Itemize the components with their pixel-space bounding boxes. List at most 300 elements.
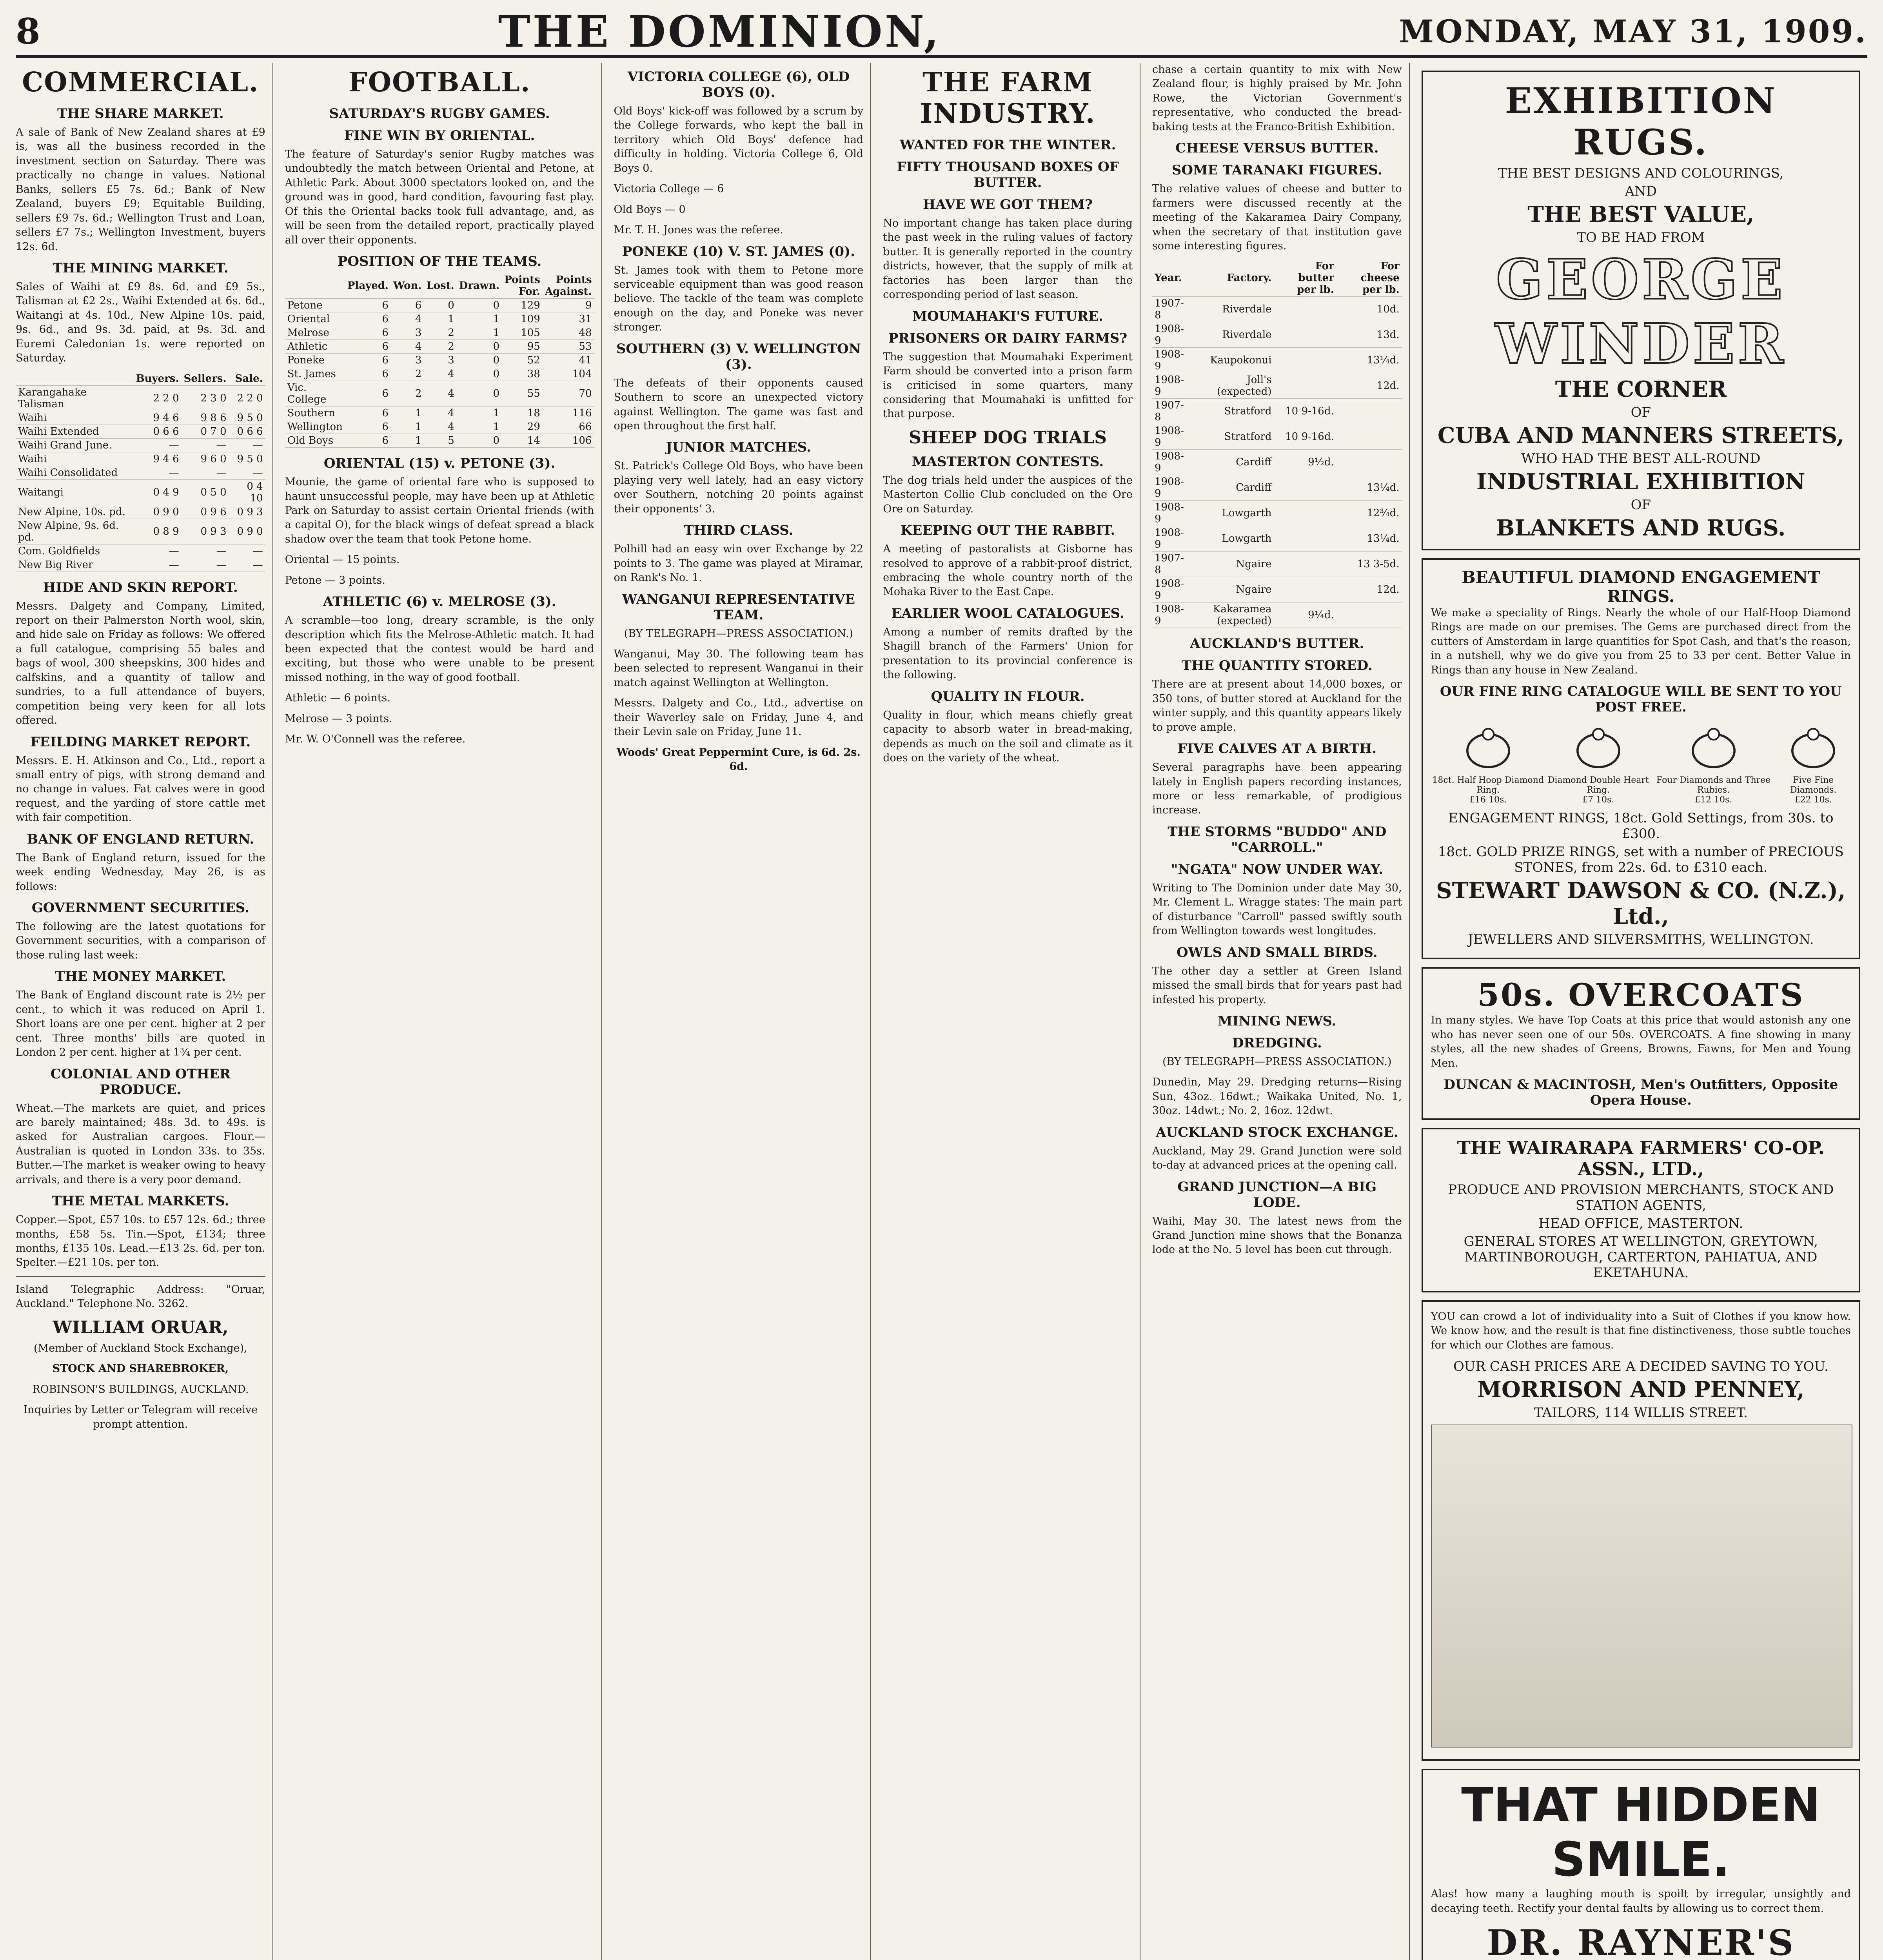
- rings-footer-2: 18ct. GOLD PRIZE RINGS, set with a number of PRECIOUS STONES, from 22s. 6d. to £310 each.: [1438, 844, 1844, 876]
- cheese-table-cell: Stratford: [1189, 399, 1274, 424]
- mining-table-row: [16, 558, 265, 572]
- positions-table-cell: 1: [457, 420, 502, 434]
- moumahaki-title: MOUMAHAKI'S FUTURE.: [912, 308, 1103, 324]
- morrison-text: YOU can crowd a lot of individuality into a Suit of Clothes if you know how. We know how, and the result is that fine distinctiveness, those subtle touches for which our Clothes are famous.: [1431, 1310, 1851, 1351]
- positions-table-cell: 1: [391, 407, 424, 420]
- ring-label: Five Fine Diamonds.: [1790, 775, 1837, 795]
- positions-table-header: [285, 273, 345, 299]
- positions-table-cell: Wellington: [285, 420, 345, 434]
- column-football-continued: [614, 63, 872, 1960]
- dental-ad: [1422, 1769, 1860, 1960]
- smile-text: Alas! how many a laughing mouth is spoilt by irregular, unsightly and decaying teeth. Rectify your dental faults by allowing us to correct them.: [1431, 1888, 1851, 1915]
- mining-table-header: Sale.: [229, 372, 265, 386]
- mining-market-title: THE MINING MARKET.: [53, 260, 229, 276]
- mining-table-cell: 0 7 0: [182, 425, 229, 438]
- cheese-table-cell: Joll's (expected): [1189, 373, 1274, 399]
- cheese-intro: chase a certain quantity to mix with New Zealand flour, is highly praised by Mr. John Rowe, the Victorian Government's representative, who conducted the bread-baking tests at the Franco-British Exhibition.: [1152, 64, 1402, 133]
- metal-markets-text: Copper.—Spot, £57 10s. to £57 12s. 6d.; three months, £58 5s. Tin.—Spot, £134; three months, £135 10s. Lead.—£13 2s. 6d. per ton. Spelter.—£21 10s. per ton.: [16, 1214, 265, 1269]
- auckland-butter-title: AUCKLAND'S BUTTER.: [1190, 636, 1364, 652]
- positions-table-cell: 18: [502, 407, 543, 420]
- third-class-title: THIRD CLASS.: [684, 523, 794, 539]
- moumahaki-text: The suggestion that Moumahaki Experiment Farm should be converted into a prison farm is criticised in some quarters, many considering that Moumahaki is unfitted for that purpose.: [883, 350, 1133, 420]
- mining-table-cell: Karangahake Talisman: [16, 385, 134, 411]
- rugs-line-2: AND: [1625, 183, 1657, 199]
- calves-text: Several paragraphs have been appearing lately in English papers recording instances, more or less remarkable, of prodigious increase.: [1152, 761, 1402, 817]
- moumahaki-sub: PRISONERS OR DAIRY FARMS?: [888, 330, 1128, 346]
- cheese-table-cell: 12d.: [1336, 577, 1402, 603]
- mining-table-cell: —: [182, 438, 229, 452]
- cheese-table-cell: 13d.: [1336, 322, 1402, 348]
- cheese-table-cell: 1908-9: [1152, 322, 1189, 348]
- wairarapa-title: THE WAIRARAPA FARMERS' CO-OP. ASSN., LTD.,: [1457, 1137, 1825, 1180]
- cheese-table-cell: Cardiff: [1189, 475, 1274, 501]
- broker-name: WILLIAM ORUAR,: [53, 1317, 229, 1338]
- vic-score-b: Old Boys — 0: [614, 203, 686, 216]
- mining-table-row: [16, 479, 265, 505]
- positions-table-cell: 116: [543, 407, 594, 420]
- positions-table-cell: 6: [345, 354, 391, 367]
- positions-table-header: Played.: [345, 273, 391, 299]
- third-class-text: Polhill had an easy win over Exchange by 22 points to 3. The game was played at Miramar, on Rank's No. 1.: [614, 543, 864, 584]
- junction-text: Waihi, May 30. The latest news from the Grand Junction mine shows that the Bonanza lode at the No. 5 level has been cut through.: [1152, 1215, 1402, 1256]
- cheese-table-row: [1152, 399, 1402, 424]
- positions-table-cell: 6: [345, 381, 391, 407]
- rings-footer: ENGAGEMENT RINGS, 18ct. Gold Settings, from 30s. to £300.: [1448, 810, 1834, 842]
- positions-table-cell: 0: [457, 299, 502, 312]
- mining-table-row: [16, 411, 265, 425]
- masthead: [16, 8, 1867, 58]
- mining-table-cell: 0 4 9: [134, 479, 182, 505]
- column-commercial: [16, 63, 273, 1960]
- rugs-line-7: CUBA AND MANNERS STREETS,: [1437, 423, 1844, 448]
- dredging-title: DREDGING.: [1232, 1035, 1322, 1051]
- positions-table-cell: 1: [457, 312, 502, 326]
- junior-text: St. Patrick's College Old Boys, who have been playing very well lately, had an easy victory over Southern, notching 20 points against their opponents' 3.: [614, 460, 864, 515]
- ring-price: £12 10s.: [1694, 795, 1732, 805]
- positions-table-cell: 95: [502, 340, 543, 354]
- bank-return-text: The Bank of England return, issued for the week ending Wednesday, May 26, is as follows:: [16, 851, 265, 893]
- column-cheese: [1152, 63, 1410, 1960]
- mining-table-cell: —: [229, 438, 265, 452]
- fine-win-text: The feature of Saturday's senior Rugby matches was undoubtedly the match between Oriental and Petone, at Athletic Park. About 3000 spectators looked on, and the ground was in good, hard condition, favouring fast play. Of this the Oriental backs took full advantage, and, as will be seen from the detailed report, practically played all over their opponents.: [285, 148, 594, 246]
- positions-table-cell: 52: [502, 354, 543, 367]
- exchange-text: Auckland, May 29. Grand Junction were sold to-day at advanced prices at the opening call.: [1152, 1145, 1402, 1172]
- mining-table-cell: Waihi Grand June.: [16, 438, 134, 452]
- poneke-text: St. James took with them to Petone more serviceable equipment than was good reason believe. The tackle of the team was complete enough on the day, and Poneke was never stronger.: [614, 264, 864, 334]
- cheese-table-cell: Ngaire: [1189, 552, 1274, 577]
- share-market-text: A sale of Bank of New Zealand shares at £9 is, was all the business recorded in the investment section on Saturday. There was practically no change in values. National Banks, sellers £5 7s. 6d.; Bank of New Zealand, buyers £9; Equitable Building, sellers £9 7s. 6d.; Wellington Trust and Loan, sellers £7 7s.; Wellington Investment, buyers 12s. 6d.: [16, 126, 265, 253]
- positions-table-header: Points For.: [502, 273, 543, 299]
- wanganui-text: Wanganui, May 30. The following team has been selected to represent Wanganui in their match against Wellington at Wellington.: [614, 648, 864, 689]
- positions-table-header: Won.: [391, 273, 424, 299]
- cheese-table-cell: 9¼d.: [1274, 603, 1336, 628]
- ring-price: £7 10s.: [1582, 795, 1614, 805]
- cheese-table-row: [1152, 577, 1402, 603]
- positions-table-cell: 2: [424, 326, 456, 340]
- money-market-text: The Bank of England discount rate is 2½ per cent., to which it was reduced on April 1. Short loans are one per cent. higher at 2 per cent. Three months' bills are quoted in London 2 per cent. higher at 1¾ per cent.: [16, 989, 265, 1059]
- mining-table-cell: 9 5 0: [229, 452, 265, 466]
- positions-table-cell: 109: [502, 312, 543, 326]
- cheese-table-cell: 12¾d.: [1336, 501, 1402, 526]
- page-number: 8: [16, 11, 40, 52]
- overcoats-ad: [1422, 967, 1860, 1120]
- wairarapa-line-3: GENERAL STORES AT WELLINGTON, GREYTOWN, MARTINBOROUGH, CARTERTON, PAHIATUA, AND EKETAHUNA.: [1464, 1233, 1818, 1281]
- cheese-table-cell: Riverdale: [1189, 297, 1274, 322]
- mining-table-cell: 9 6 0: [182, 452, 229, 466]
- positions-table-cell: 70: [543, 381, 594, 407]
- cheese-table-row: [1152, 475, 1402, 501]
- positions-table-cell: 3: [391, 354, 424, 367]
- vic-score-b-label: Old Boys: [614, 203, 662, 216]
- cheese-table-cell: 1908-9: [1152, 373, 1189, 399]
- stored-text: There are at present about 14,000 boxes, or 350 tons, of butter stored at Auckland for the winter supply, and this quantity appears likely to prove ample.: [1152, 678, 1402, 733]
- oriental-petone-title: ORIENTAL (15) v. PETONE (3).: [323, 456, 556, 472]
- cheese-table-cell: 13¼d.: [1336, 475, 1402, 501]
- positions-table-cell: Athletic: [285, 340, 345, 354]
- cheese-table-cell: 13¼d.: [1336, 526, 1402, 552]
- mining-table-cell: New Alpine, 9s. 6d. pd.: [16, 519, 134, 544]
- broker-line-2: STOCK AND SHAREBROKER,: [52, 1363, 229, 1375]
- positions-table-row: [285, 312, 594, 326]
- positions-table-cell: 6: [345, 420, 391, 434]
- mining-table-row: [16, 385, 265, 411]
- positions-table-cell: 4: [391, 340, 424, 354]
- masterton-text: The dog trials held under the auspices of the Masterton Collie Club concluded on the Ore Ore on Saturday.: [883, 474, 1133, 515]
- ring-icon: [1461, 720, 1516, 775]
- cheese-table-cell: 12d.: [1336, 373, 1402, 399]
- flour-text: Quality in flour, which means chiefly great capacity to absorb water in bread-making, depends as much on the soil and climate as it does on the variety of the wheat.: [883, 709, 1133, 764]
- cheese-table-row: [1152, 348, 1402, 373]
- positions-table-cell: 1: [391, 434, 424, 448]
- oriental-score: Oriental — 15 points.: [285, 554, 400, 566]
- morrison-ad: [1422, 1300, 1860, 1761]
- ring-label: Four Diamonds and Three Rubies.: [1656, 775, 1771, 795]
- positions-table-row: [285, 367, 594, 381]
- positions-table-cell: 6: [345, 312, 391, 326]
- athletic-score: Athletic — 6 points.: [285, 692, 390, 704]
- melrose-score: Melrose — 3 points.: [285, 712, 392, 725]
- mining-table-header: [16, 372, 134, 386]
- ring-item: [1651, 720, 1776, 805]
- melrose-score-value: 3 points.: [346, 712, 392, 725]
- cheese-table-row: [1152, 603, 1402, 628]
- owls-text: The other day a settler at Green Island missed the small birds that for years past had infested his property.: [1152, 965, 1402, 1006]
- positions-table-cell: 6: [345, 299, 391, 312]
- ngata-title: "NGATA" NOW UNDER WAY.: [1171, 861, 1383, 877]
- mining-table-cell: 9 8 6: [182, 411, 229, 425]
- fine-win-title: FINE WIN BY ORIENTAL.: [344, 128, 535, 143]
- cheese-table-header: Factory.: [1189, 260, 1274, 297]
- cheese-table-row: [1152, 373, 1402, 399]
- positions-table-cell: Southern: [285, 407, 345, 420]
- broker-line-3: ROBINSON'S BUILDINGS, AUCKLAND.: [32, 1383, 249, 1396]
- dawson-name: STEWART DAWSON & CO. (N.Z.), Ltd.,: [1436, 878, 1846, 930]
- rings-title: BEAUTIFUL DIAMOND ENGAGEMENT RINGS.: [1462, 568, 1820, 606]
- positions-table-row: [285, 420, 594, 434]
- ring-price: £22 10s.: [1794, 795, 1832, 805]
- vic-college-text: Old Boys' kick-off was followed by a scrum by the College forwards, who kept the ball in territory which Old Boys' defence had difficulty in holding. Victoria College 6, Old Boys 0.: [614, 105, 864, 174]
- mining-table-cell: 0 4 10: [229, 479, 265, 505]
- column-farm: [883, 63, 1140, 1960]
- government-securities-text: The following are the latest quotations for Government securities, with a comparison of those ruling last week:: [16, 920, 265, 961]
- mining-table-header: Sellers.: [182, 372, 229, 386]
- cheese-table: [1152, 260, 1402, 628]
- cheese-table-cell: Cardiff: [1189, 450, 1274, 475]
- broker-line-1: (Member of Auckland Stock Exchange),: [34, 1342, 247, 1354]
- cheese-table-cell: [1336, 603, 1402, 628]
- colonial-produce-text: Wheat.—The markets are quiet, and prices are barely maintained; 48s. 3d. to 49s. is asked for Australian cargoes. Flour.—Australian is quoted in London 33s. to 35s. Butter.—The market is weaker owing to heavy arrivals, and there is a very poor demand.: [16, 1102, 265, 1186]
- mining-table-cell: Waihi Consolidated: [16, 466, 134, 479]
- cheese-table-row: [1152, 501, 1402, 526]
- cheese-table-cell: [1274, 322, 1336, 348]
- positions-table-cell: 1: [457, 326, 502, 340]
- mining-table-row: [16, 505, 265, 519]
- mining-table-cell: —: [229, 466, 265, 479]
- positions-table-cell: 5: [424, 434, 456, 448]
- petone-score-value: 3 points.: [339, 574, 385, 586]
- cheese-table-cell: Riverdale: [1189, 322, 1274, 348]
- cheese-table-row: [1152, 297, 1402, 322]
- cheese-table-cell: [1336, 450, 1402, 475]
- mining-table-cell: —: [182, 558, 229, 572]
- cheese-table-cell: 1908-9: [1152, 450, 1189, 475]
- positions-table-row: [285, 340, 594, 354]
- feilding-report-title: FEILDING MARKET REPORT.: [30, 734, 251, 750]
- positions-table-row: [285, 326, 594, 340]
- ring-icon: [1786, 720, 1841, 775]
- mining-table-cell: New Alpine, 10s. pd.: [16, 505, 134, 519]
- farm-heading: THE FARM INDUSTRY.: [920, 67, 1096, 129]
- ngata-text: Writing to The Dominion under date May 30, Mr. Clement L. Wragge states: The main part of disturbance "Carroll" passed swiftly south from Wellington towards west longitudes.: [1152, 882, 1402, 937]
- columns: [16, 63, 1867, 1960]
- exchange-title: AUCKLAND STOCK EXCHANGE.: [1156, 1124, 1398, 1140]
- mining-table-cell: —: [229, 544, 265, 558]
- positions-table-row: [285, 354, 594, 367]
- mining-table-header: Buyers.: [134, 372, 182, 386]
- positions-table-cell: 4: [424, 407, 456, 420]
- junior-title: JUNIOR MATCHES.: [666, 439, 811, 456]
- cheese-table-cell: 1908-9: [1152, 603, 1189, 628]
- mining-table-row: [16, 519, 265, 544]
- rugs-line-8: WHO HAD THE BEST ALL-ROUND: [1521, 451, 1761, 466]
- cheese-table-cell: [1336, 399, 1402, 424]
- cheese-table-row: [1152, 450, 1402, 475]
- mining-table-cell: 0 5 0: [182, 479, 229, 505]
- masterton-title: MASTERTON CONTESTS.: [912, 454, 1104, 470]
- cheese-table-cell: 9½d.: [1274, 450, 1336, 475]
- positions-table-cell: 4: [424, 381, 456, 407]
- mining-table-cell: Waitangi: [16, 479, 134, 505]
- rugs-line-3: THE BEST VALUE,: [1527, 201, 1754, 227]
- rings-text: We make a speciality of Rings. Nearly the whole of our Half-Hoop Diamond Rings are made on our premises. The Gems are purchased direct from the cutters of Amsterdam in large quantities for Spot Cash, and that's the reason, in a nutshell, why we do give you from 25 to 33 per cent. Better Value in Rings than any house in New Zealand.: [1431, 607, 1851, 676]
- cheese-table-row: [1152, 322, 1402, 348]
- mining-table-cell: 2 3 0: [182, 385, 229, 411]
- positions-table-cell: 6: [345, 407, 391, 420]
- oriental-score-label: Oriental: [285, 554, 329, 566]
- southern-title: SOUTHERN (3) V. WELLINGTON (3).: [616, 341, 861, 372]
- vic-referee: Mr. T. H. Jones was the referee.: [614, 224, 783, 236]
- mining-table-cell: —: [134, 466, 182, 479]
- positions-table-cell: 29: [502, 420, 543, 434]
- positions-title: POSITION OF THE TEAMS.: [337, 254, 542, 270]
- mining-table-cell: 0 8 9: [134, 519, 182, 544]
- positions-table-cell: 14: [502, 434, 543, 448]
- cough-cure-ad: Woods' Great Peppermint Cure, is 6d. 2s. 6d.: [616, 746, 861, 773]
- ring-item: [1545, 720, 1651, 805]
- morrison-prices: OUR CASH PRICES ARE A DECIDED SAVING TO YOU.: [1453, 1359, 1829, 1375]
- cheese-table-row: [1152, 424, 1402, 450]
- ring-item: [1431, 720, 1545, 805]
- catalogue-title: EARLIER WOOL CATALOGUES.: [891, 605, 1124, 621]
- dredging-press: (BY TELEGRAPH—PRESS ASSOCIATION.): [1162, 1055, 1392, 1068]
- vic-score-a: Victoria College — 6: [614, 183, 724, 195]
- positions-table-cell: 6: [345, 340, 391, 354]
- positions-table-cell: Petone: [285, 299, 345, 312]
- newspaper-title: THE DOMINION,: [498, 6, 941, 57]
- positions-table-cell: 4: [391, 312, 424, 326]
- ring-icon: [1571, 720, 1626, 775]
- positions-table-cell: 2: [391, 381, 424, 407]
- athletic-melrose-title: ATHLETIC (6) v. MELROSE (3).: [323, 594, 556, 610]
- positions-table: [285, 273, 594, 448]
- mining-table-cell: 9 4 6: [134, 452, 182, 466]
- vic-score-a-value: 6: [717, 183, 724, 195]
- cheese-table-cell: 10 9-16d.: [1274, 424, 1336, 450]
- exhibition-rugs-ad: [1422, 71, 1860, 550]
- overcoats-text: In many styles. We have Top Coats at this price that would astonish any one who has never seen one of our 50s. OVERCOATS. A fine showing in many styles, all the new shades of Greens, Browns, Fawns, for Men and Young Men.: [1431, 1014, 1851, 1069]
- ring-label: 18ct. Half Hoop Diamond Ring.: [1432, 775, 1544, 795]
- overcoats-title: 50s. OVERCOATS: [1477, 976, 1805, 1014]
- cheese-table-cell: 10 9-16d.: [1274, 399, 1336, 424]
- cheese-table-cell: [1274, 552, 1336, 577]
- oriental-petone-text: Mounie, the game of oriental fare who is supposed to haunt unsuccessful people, may have been up at Athletic Park on Saturday to assist certain Oriental friends (with a capital O), for the black wings of defeat spread a black shadow over the team that took Petone home.: [285, 476, 594, 545]
- positions-table-cell: 0: [457, 367, 502, 381]
- hide-report-title: HIDE AND SKIN REPORT.: [43, 579, 238, 595]
- taranaki-text: The relative values of cheese and butter to farmers were discussed recently at the meeting of the Kakaramea Dairy Company, when the secretary of that institution gave some interesting figures.: [1152, 183, 1402, 252]
- wairarapa-ad: [1422, 1128, 1860, 1292]
- rugs-line-4: TO BE HAD FROM: [1577, 230, 1705, 245]
- positions-table-cell: 1: [424, 312, 456, 326]
- positions-table-cell: 105: [502, 326, 543, 340]
- rings-catalogue: OUR FINE RING CATALOGUE WILL BE SENT TO YOU POST FREE.: [1440, 684, 1842, 715]
- positions-table-cell: Melrose: [285, 326, 345, 340]
- column-advertisements: [1422, 63, 1867, 1960]
- positions-table-cell: St. James: [285, 367, 345, 381]
- morrison-name: MORRISON AND PENNEY,: [1477, 1377, 1805, 1403]
- mining-table-cell: 0 9 0: [229, 519, 265, 544]
- broker-line-4: Inquiries by Letter or Telegram will receive prompt attention.: [23, 1404, 258, 1430]
- oriental-score-value: 15 points.: [346, 554, 400, 566]
- positions-table-cell: 53: [543, 340, 594, 354]
- cheese-table-header: Year.: [1152, 260, 1189, 297]
- mining-table-cell: 0 9 0: [134, 505, 182, 519]
- positions-table-header: Points Against.: [543, 273, 594, 299]
- taranaki-title: SOME TARANAKI FIGURES.: [1171, 162, 1382, 178]
- cheese-title: CHEESE VERSUS BUTTER.: [1175, 140, 1379, 156]
- mining-table-row: [16, 452, 265, 466]
- smile-title: THAT HIDDEN SMILE.: [1461, 1778, 1821, 1887]
- flour-title: QUALITY IN FLOUR.: [931, 688, 1085, 704]
- mining-table-cell: —: [134, 558, 182, 572]
- athletic-melrose-text: A scramble—too long, dreary scramble, is the only description which fits the Melrose-Athletic match. It had been expected that the contest would be hard and exciting, but those who were unable to be present missed nothing, in the way of good football.: [285, 614, 594, 684]
- have-we-text: No important change has taken place during the past week in the ruling values of factory butter. It is generally reported in the country districts, however, that the supply of milk at factories has been larger than the corresponding period of last season.: [883, 217, 1133, 301]
- rayner-name: DR. RAYNER'S: [1487, 1922, 1795, 1960]
- hide-report-text: Messrs. Dalgety and Company, Limited, report on their Palmerston North wool, skin, and hide sale on Friday as follows: We offered a full catalogue, comprising 55 bales and bags of wool, 300 sheepskins, 300 hides and calfskins, and a quantity of tallow and sundries, to a full attendance of buyers, competition being very keen for all lots offered.: [16, 600, 265, 727]
- feilding-report-text: Messrs. E. H. Atkinson and Co., Ltd., report a small entry of pigs, with strong demand and no change in values. Fat calves were in good request, and the yarding of store cattle met with fair competition.: [16, 754, 265, 824]
- cheese-table-header: For cheese per lb.: [1336, 260, 1402, 297]
- mining-table-cell: 9 4 6: [134, 411, 182, 425]
- athletic-score-label: Athletic: [285, 692, 327, 704]
- rugs-name: GEORGE WINDER: [1495, 248, 1787, 376]
- catalogue-text: Among a number of remits drafted by the Shagill branch of the Farmers' Union for presentation to its provincial conference is the following.: [883, 626, 1133, 681]
- positions-table-row: [285, 407, 594, 420]
- mining-market-text: Sales of Waihi at £9 8s. 6d. and £9 5s., Talisman at £2 2s., Waihi Extended at 6s. 6d., Waitangi at 4s. 10d., New Alpine 10s. paid, 9s. 6d., and 9s. 3d. paid, at 9s. 3d. and Euremi Caledonian 1s. were reported on Saturday.: [16, 280, 265, 365]
- saturday-games-title: SATURDAY'S RUGBY GAMES.: [329, 106, 550, 122]
- positions-table-cell: 9: [543, 299, 594, 312]
- rugs-line-5: THE CORNER: [1555, 376, 1727, 402]
- sheepdog-title: SHEEP DOG TRIALS: [909, 427, 1107, 448]
- vic-college-title: VICTORIA COLLEGE (6), OLD BOYS (0).: [627, 69, 850, 100]
- cheese-table-row: [1152, 552, 1402, 577]
- southern-text: The defeats of their opponents caused Southern to score an unexpected victory against Wellington. The game was fast and open throughout the first half.: [614, 377, 864, 432]
- diamond-rings-ad: [1422, 558, 1860, 959]
- mining-table-cell: —: [182, 466, 229, 479]
- cheese-table-cell: Lowgarth: [1189, 501, 1274, 526]
- wairarapa-line-1: PRODUCE AND PROVISION MERCHANTS, STOCK AND STATION AGENTS,: [1448, 1181, 1834, 1213]
- junction-title: GRAND JUNCTION—A BIG LODE.: [1177, 1179, 1377, 1210]
- mining-table-cell: 0 6 6: [134, 425, 182, 438]
- metal-markets-title: THE METAL MARKETS.: [52, 1193, 229, 1209]
- telegraph-address: Island Telegraphic Address: "Oruar, Auckland." Telephone No. 3262.: [16, 1283, 265, 1310]
- positions-table-cell: Old Boys: [285, 434, 345, 448]
- mining-news-title: MINING NEWS.: [1217, 1013, 1336, 1029]
- positions-table-cell: 2: [391, 367, 424, 381]
- positions-table-cell: 0: [457, 354, 502, 367]
- cheese-table-cell: Kaupokonui: [1189, 348, 1274, 373]
- football-heading: FOOTBALL.: [348, 67, 531, 98]
- issue-date: MONDAY, MAY 31, 1909.: [1399, 13, 1867, 50]
- cheese-table-cell: Ngaire: [1189, 577, 1274, 603]
- positions-table-cell: 4: [424, 420, 456, 434]
- rugs-title: EXHIBITION RUGS.: [1505, 80, 1777, 163]
- cheese-table-cell: [1274, 348, 1336, 373]
- cheese-table-cell: 10d.: [1336, 297, 1402, 322]
- positions-table-cell: 4: [424, 367, 456, 381]
- cheese-table-cell: Lowgarth: [1189, 526, 1274, 552]
- mining-table-row: [16, 425, 265, 438]
- positions-table-cell: Vic. College: [285, 381, 345, 407]
- mining-table-row: [16, 544, 265, 558]
- colonial-produce-title: COLONIAL AND OTHER PRODUCE.: [50, 1066, 231, 1098]
- morrison-sub: TAILORS, 114 WILLIS STREET.: [1534, 1405, 1748, 1421]
- cheese-table-cell: [1274, 577, 1336, 603]
- melrose-score-label: Melrose: [285, 712, 329, 725]
- mining-table-cell: Waihi Extended: [16, 425, 134, 438]
- cheese-table-cell: 1908-9: [1152, 348, 1189, 373]
- mining-table-cell: 0 9 3: [182, 519, 229, 544]
- cheese-table-cell: 1907-8: [1152, 552, 1189, 577]
- positions-table-cell: 48: [543, 326, 594, 340]
- calves-title: FIVE CALVES AT A BIRTH.: [1177, 741, 1377, 757]
- positions-table-cell: 6: [345, 367, 391, 381]
- positions-table-cell: 38: [502, 367, 543, 381]
- positions-table-cell: 129: [502, 299, 543, 312]
- mining-table-cell: Com. Goldfields: [16, 544, 134, 558]
- storms-title: THE STORMS "BUDDO" AND "CARROLL.": [1168, 824, 1387, 855]
- mining-table: [16, 372, 265, 572]
- positions-table-cell: 0: [424, 299, 456, 312]
- mining-table-cell: —: [229, 558, 265, 572]
